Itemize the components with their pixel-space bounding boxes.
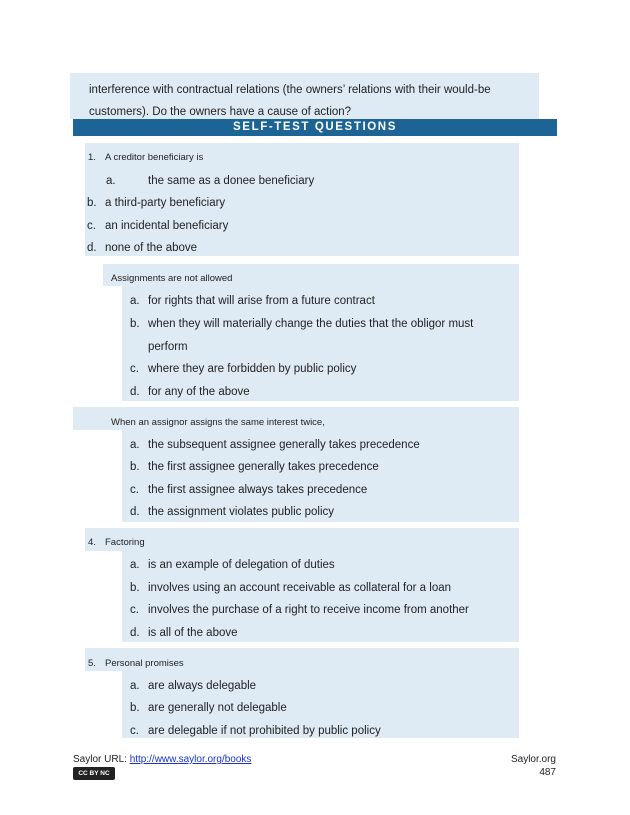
question-4-stem: Factoring [105, 537, 145, 548]
q2-option-a-text: for rights that will arise from a future contract [148, 295, 375, 307]
q3-option-b-letter: b. [130, 461, 140, 473]
question-5-stem: Personal promises [105, 658, 184, 669]
q5-option-c-letter: c. [130, 725, 139, 737]
q5-option-c-text: are delegable if not prohibited by public policy [148, 725, 381, 737]
footer-url-line [73, 753, 251, 766]
q5-option-a-text: are always delegable [148, 680, 257, 692]
question-3-stem: When an assignor assigns the same interest twice, [111, 417, 325, 428]
q4-option-a-letter: a. [130, 559, 140, 571]
q1-option-d-text: none of the above [105, 242, 198, 254]
question-4-box [85, 528, 519, 551]
q4-option-c-letter: c. [130, 604, 139, 616]
q4-option-b-letter: b. [130, 582, 140, 594]
q3-option-d-text: the assignment violates public policy [148, 506, 335, 518]
q4-option-c-text: involves the purchase of a right to receive income from another [148, 604, 469, 616]
footer-url-prefix: Saylor URL: [73, 754, 130, 765]
q4-option-b-text: involves using an account receivable as collateral for a loan [148, 582, 452, 594]
q1-option-b-text: a third-party beneficiary [105, 197, 226, 209]
section-title: SELF-TEST QUESTIONS [73, 119, 557, 136]
q3-option-a-text: the subsequent assignee generally takes precedence [148, 439, 420, 451]
q5-option-a-letter: a. [130, 680, 140, 692]
question-1-number: 1. [88, 152, 96, 163]
q3-option-d-letter: d. [130, 506, 140, 518]
q1-option-c-text: an incidental beneficiary [105, 220, 229, 232]
q4-option-a-text: is an example of delegation of duties [148, 559, 335, 571]
q3-option-a-letter: a. [130, 439, 140, 451]
page-number: 487 [539, 767, 556, 778]
footer-url-link[interactable]: http://www.saylor.org/books [129, 754, 252, 765]
q4-option-d-letter: d. [130, 627, 140, 639]
q2-option-b-letter: b. [130, 318, 140, 330]
q3-option-c-letter: c. [130, 484, 139, 496]
q1-option-a-text: the same as a donee beneficiary [148, 175, 315, 187]
q4-option-d-text: is all of the above [148, 627, 238, 639]
q2-option-c-letter: c. [130, 363, 139, 375]
cc-license-badge[interactable]: CC BY NC SA [73, 767, 115, 780]
q2-option-b-text-cont: perform [148, 341, 188, 353]
question-4-number: 4. [88, 537, 96, 548]
q2-option-b-text: when they will materially change the duties that the obligor must [148, 318, 474, 330]
question-5-number: 5. [88, 658, 96, 669]
q1-option-c-letter: c. [87, 220, 96, 232]
question-2-stem: Assignments are not allowed [111, 273, 233, 284]
q5-option-b-text: are generally not delegable [148, 702, 287, 714]
q2-option-d-letter: d. [130, 386, 140, 398]
intro-line-1: interference with contractual relations (the owners’ relations with their would-be [89, 84, 491, 96]
q5-option-b-letter: b. [130, 702, 140, 714]
q3-option-b-text: the first assignee generally takes precedence [148, 461, 379, 473]
footer-site: Saylor.org [510, 754, 556, 765]
q1-option-d-letter: d. [87, 242, 97, 254]
q3-option-c-text: the first assignee always takes precedence [148, 484, 368, 496]
intro-line-2: customers). Do the owners have a cause of action? [89, 106, 352, 118]
q2-option-d-text: for any of the above [148, 386, 250, 398]
question-1-stem: A creditor beneficiary is [105, 152, 204, 163]
q1-option-a-letter: a. [106, 175, 116, 187]
q2-option-c-text: where they are forbidden by public policy [148, 363, 357, 375]
q1-option-b-letter: b. [87, 197, 97, 209]
q2-option-a-letter: a. [130, 295, 140, 307]
